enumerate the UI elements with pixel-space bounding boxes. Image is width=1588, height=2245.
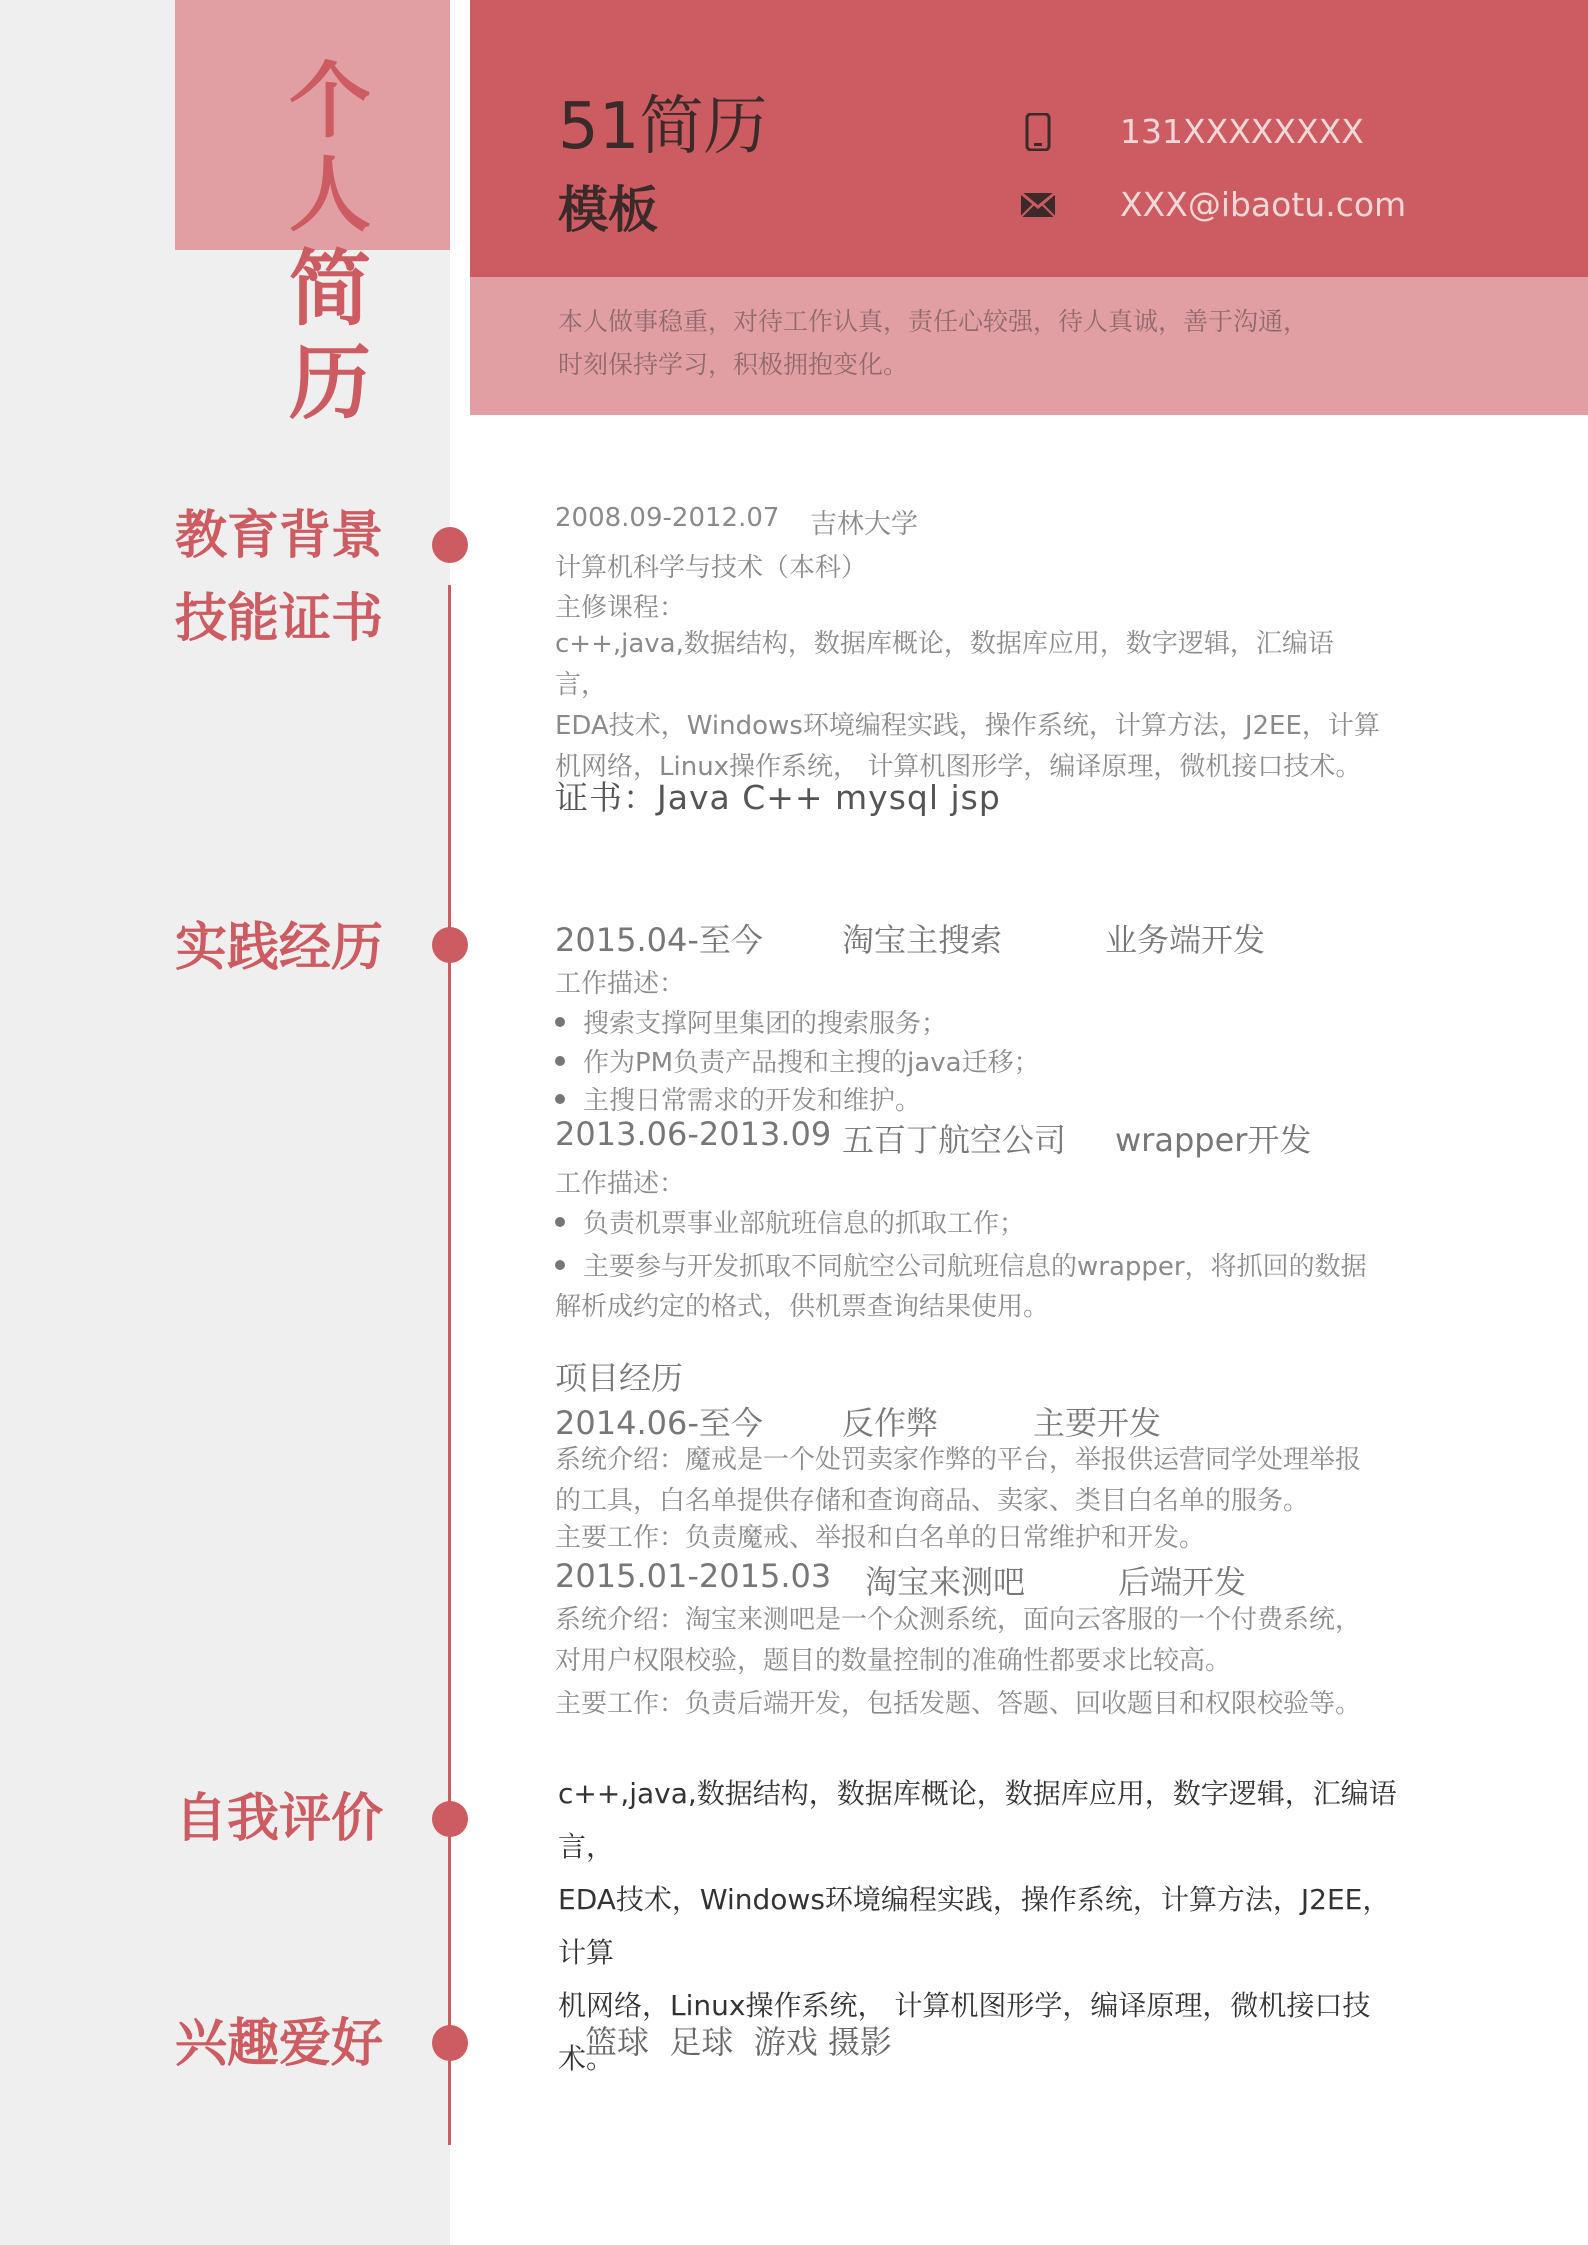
section-title-hobbies: 兴趣爱好 bbox=[175, 2014, 384, 2074]
job1-period: 2015.04-至今 bbox=[555, 921, 763, 959]
mail-icon bbox=[1020, 187, 1056, 223]
edu-courses-label: 主修课程： bbox=[555, 593, 686, 623]
bullet-icon bbox=[555, 1217, 565, 1227]
job2-company: 五百丁航空公司 bbox=[842, 1121, 1067, 1159]
title-char: 个 bbox=[288, 54, 371, 149]
course-line: EDA技术，Windows环境编程实践，操作系统，计算方法，J2EE，计算 bbox=[555, 711, 1380, 741]
edu-courses bbox=[555, 624, 1385, 788]
title-char: 历 bbox=[288, 336, 371, 431]
proj2-period: 2015.01-2015.03 bbox=[555, 1557, 832, 1595]
proj1-period: 2014.06-至今 bbox=[555, 1404, 763, 1442]
certificates: 证书：Java C++ mysql jsp bbox=[555, 778, 1001, 817]
hobbies-list: 篮球 足球 游戏 摄影 bbox=[585, 2023, 892, 2061]
job2-period: 2013.06-2013.09 bbox=[555, 1115, 832, 1153]
job1-desc-label: 工作描述： bbox=[555, 969, 686, 999]
email-address: XXX@ibaotu.com bbox=[1120, 185, 1407, 224]
proj1-intro bbox=[555, 1440, 1385, 1522]
bullet-icon bbox=[555, 1017, 565, 1027]
course-line: 机网络，Linux操作系统， 计算机图形学，编译原理，微机接口技术。 bbox=[555, 752, 1362, 782]
job1-role: 业务端开发 bbox=[1105, 921, 1266, 959]
section-title-education: 教育背景 bbox=[175, 506, 384, 566]
intro-line: 时刻保持学习，积极拥抱变化。 bbox=[558, 350, 909, 379]
phone-number: 131XXXXXXXX bbox=[1120, 112, 1364, 151]
proj2-intro bbox=[555, 1600, 1385, 1682]
email-contact bbox=[1020, 185, 1406, 224]
proj-intro-line: 系统介绍：淘宝来测吧是一个众测系统，面向云客服的一个付费系统， bbox=[555, 1605, 1362, 1635]
list-item: 主搜日常需求的开发和维护。 bbox=[555, 1080, 921, 1117]
job2-role: wrapper开发 bbox=[1115, 1121, 1312, 1159]
proj1-role: 主要开发 bbox=[1033, 1404, 1162, 1442]
edu-period: 2008.09-2012.07 bbox=[555, 503, 780, 533]
bullet-icon bbox=[555, 1260, 565, 1270]
job2-desc-label: 工作描述： bbox=[555, 1169, 686, 1199]
proj-intro-line: 系统介绍：魔戒是一个处罚卖家作弊的平台，举报供运营同学处理举报 bbox=[555, 1445, 1362, 1475]
resume-name: 51简历 bbox=[558, 90, 768, 164]
projects-title: 项目经历 bbox=[555, 1359, 684, 1397]
job2-bullet-cont: 解析成约定的格式，供机票查询结果使用。 bbox=[555, 1292, 1050, 1322]
sidebar-background bbox=[0, 0, 450, 2245]
list-item: 负责机票事业部航班信息的抓取工作； bbox=[555, 1203, 1025, 1240]
vertical-title bbox=[285, 55, 375, 431]
intro-line: 本人做事稳重，对待工作认真，责任心较强，待人真诚，善于沟通， bbox=[558, 307, 1309, 336]
job1-company: 淘宝主搜索 bbox=[842, 921, 1003, 959]
proj1-work: 主要工作：负责魔戒、举报和白名单的日常维护和开发。 bbox=[555, 1523, 1206, 1553]
timeline-dot bbox=[432, 527, 468, 563]
timeline-dot bbox=[432, 927, 468, 963]
proj2-work: 主要工作：负责后端开发，包括发题、答题、回收题目和权限校验等。 bbox=[555, 1689, 1362, 1719]
course-line: c++,java,数据结构，数据库概论，数据库应用，数字逻辑，汇编语言， bbox=[555, 629, 1334, 700]
timeline-dot bbox=[432, 2025, 468, 2061]
bullet-icon bbox=[555, 1094, 565, 1104]
self-eval-line: EDA技术，Windows环境编程实践，操作系统，计算方法，J2EE，计算 bbox=[558, 1883, 1391, 1969]
title-char: 人 bbox=[288, 148, 371, 243]
timeline-line bbox=[448, 585, 451, 2145]
list-item: 作为PM负责产品搜和主搜的java迁移； bbox=[555, 1042, 1040, 1079]
proj-intro-line: 的工具，白名单提供存储和查询商品、卖家、类目白名单的服务。 bbox=[555, 1486, 1310, 1516]
proj1-name: 反作弊 bbox=[842, 1404, 939, 1442]
title-char: 简 bbox=[288, 242, 371, 337]
proj2-name: 淘宝来测吧 bbox=[865, 1563, 1026, 1601]
phone-icon bbox=[1020, 114, 1056, 150]
list-item: 主要参与开发抓取不同航空公司航班信息的wrapper，将抓回的数据 bbox=[555, 1246, 1367, 1283]
self-eval-line: c++,java,数据结构，数据库概论，数据库应用，数字逻辑，汇编语言， bbox=[558, 1777, 1397, 1863]
resume-subname: 模板 bbox=[558, 181, 658, 239]
edu-school: 吉林大学 bbox=[810, 509, 918, 540]
proj-intro-line: 对用户权限校验，题目的数量控制的准确性都要求比较高。 bbox=[555, 1646, 1232, 1676]
timeline-dot bbox=[432, 1801, 468, 1837]
edu-major: 计算机科学与技术（本科） bbox=[555, 553, 868, 583]
phone-contact bbox=[1020, 112, 1364, 151]
section-title-self-eval: 自我评价 bbox=[175, 1789, 384, 1849]
self-eval-line: 机网络，Linux操作系统， 计算机图形学，编译原理，微机接口技术。 bbox=[558, 1989, 1371, 2075]
section-title-practice: 实践经历 bbox=[175, 918, 384, 978]
proj2-role: 后端开发 bbox=[1118, 1563, 1247, 1601]
section-title-skills: 技能证书 bbox=[175, 589, 384, 649]
list-item: 搜索支撑阿里集团的搜索服务； bbox=[555, 1003, 947, 1040]
bullet-icon bbox=[555, 1056, 565, 1066]
self-intro bbox=[558, 300, 1378, 386]
